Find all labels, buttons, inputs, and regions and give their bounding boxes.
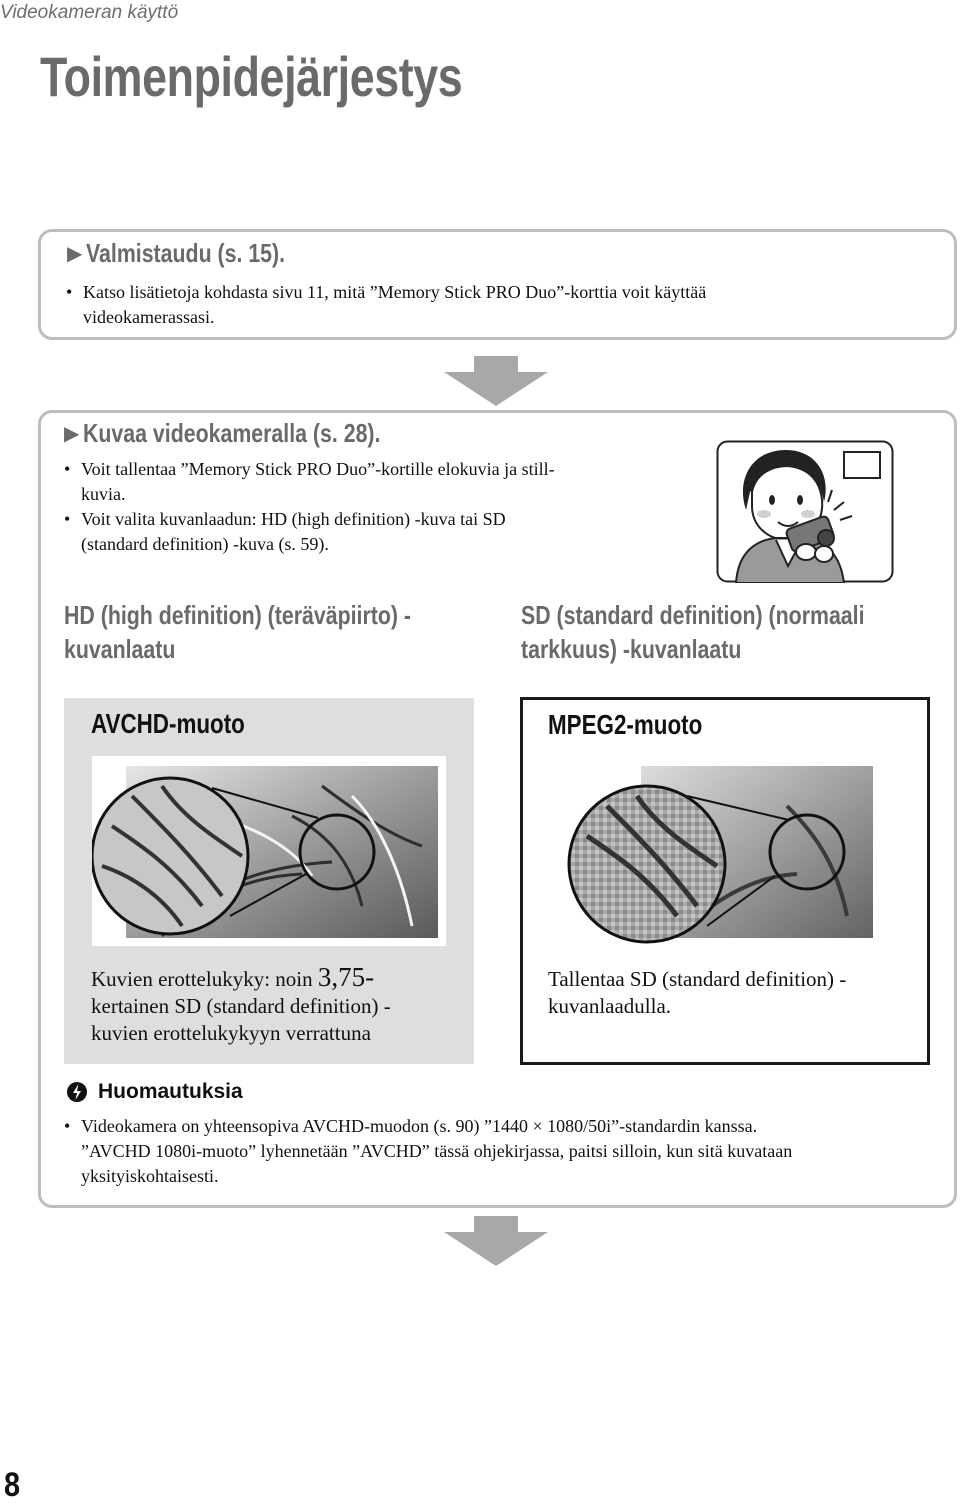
notes-list (64, 1114, 944, 1189)
page-title: Toimenpidejärjestys (40, 45, 463, 108)
hd-panel-text: Kuvien erottelukyky: noin 3,75- kertainen SD (standard definition) - kuvien erottelukykyyn verrattuna (91, 962, 391, 1045)
hd-heading: HD (high definition) (teräväpiirto) - kuvanlaatu (64, 600, 412, 664)
list-item: • Voit tallentaa ”Memory Stick PRO Duo”-kortille elokuvia ja still- kuvia. (64, 459, 555, 504)
flower-sd-image (567, 766, 879, 946)
down-arrow-icon (444, 1216, 548, 1268)
sd-panel-text: Tallentaa SD (standard definition) - kuvanlaadulla. (548, 967, 847, 1018)
list-item: • Voit valita kuvanlaadun: HD (high definition) -kuva tai SD (standard definition) -kuva (s. 59). (64, 509, 506, 554)
sd-panel (520, 697, 930, 1065)
step-2-heading (64, 418, 446, 449)
down-arrow-icon (444, 356, 548, 408)
list-item: • Videokamera on yhteensopiva AVCHD-muodon (s. 90) ”1440 × 1080/50i”-standardin kanssa. ”AVCHD 1080i-muoto” lyhennetään ”AVCHD” tässä ohjekirjassa, paitsi silloin, kun sitä kuvataan yksityiskohtaisesti. (64, 1116, 793, 1186)
hd-panel (64, 698, 474, 1064)
section-label: Videokameran käyttö (0, 2, 179, 23)
hd-panel-title: AVCHD-muoto (91, 708, 245, 739)
page-number: 8 (4, 1466, 21, 1504)
step-2-heading-text: Kuvaa videokameralla (s. 28). (83, 418, 381, 448)
triangle-right-icon: ▶ (67, 243, 83, 265)
step-1-bullets (66, 280, 946, 330)
sd-heading: SD (standard definition) (normaali tarkkuus) -kuvanlaatu (521, 600, 865, 664)
warning-icon (66, 1081, 88, 1103)
camcorder-user-illustration (716, 440, 894, 583)
step-1-heading-text: Valmistaudu (s. 15). (86, 238, 286, 268)
sd-panel-title: MPEG2-muoto (548, 709, 703, 740)
step-2-bullets (64, 457, 704, 557)
step-1-heading (67, 238, 329, 269)
triangle-right-icon: ▶ (64, 423, 80, 445)
notes-heading: Huomautuksia (66, 1080, 243, 1104)
flower-hd-image (92, 756, 446, 946)
list-item: • Katso lisätietoja kohdasta sivu 11, mitä ”Memory Stick PRO Duo”-korttia voit käyttää videokamerassasi. (66, 282, 707, 327)
step-1-box (38, 229, 957, 340)
